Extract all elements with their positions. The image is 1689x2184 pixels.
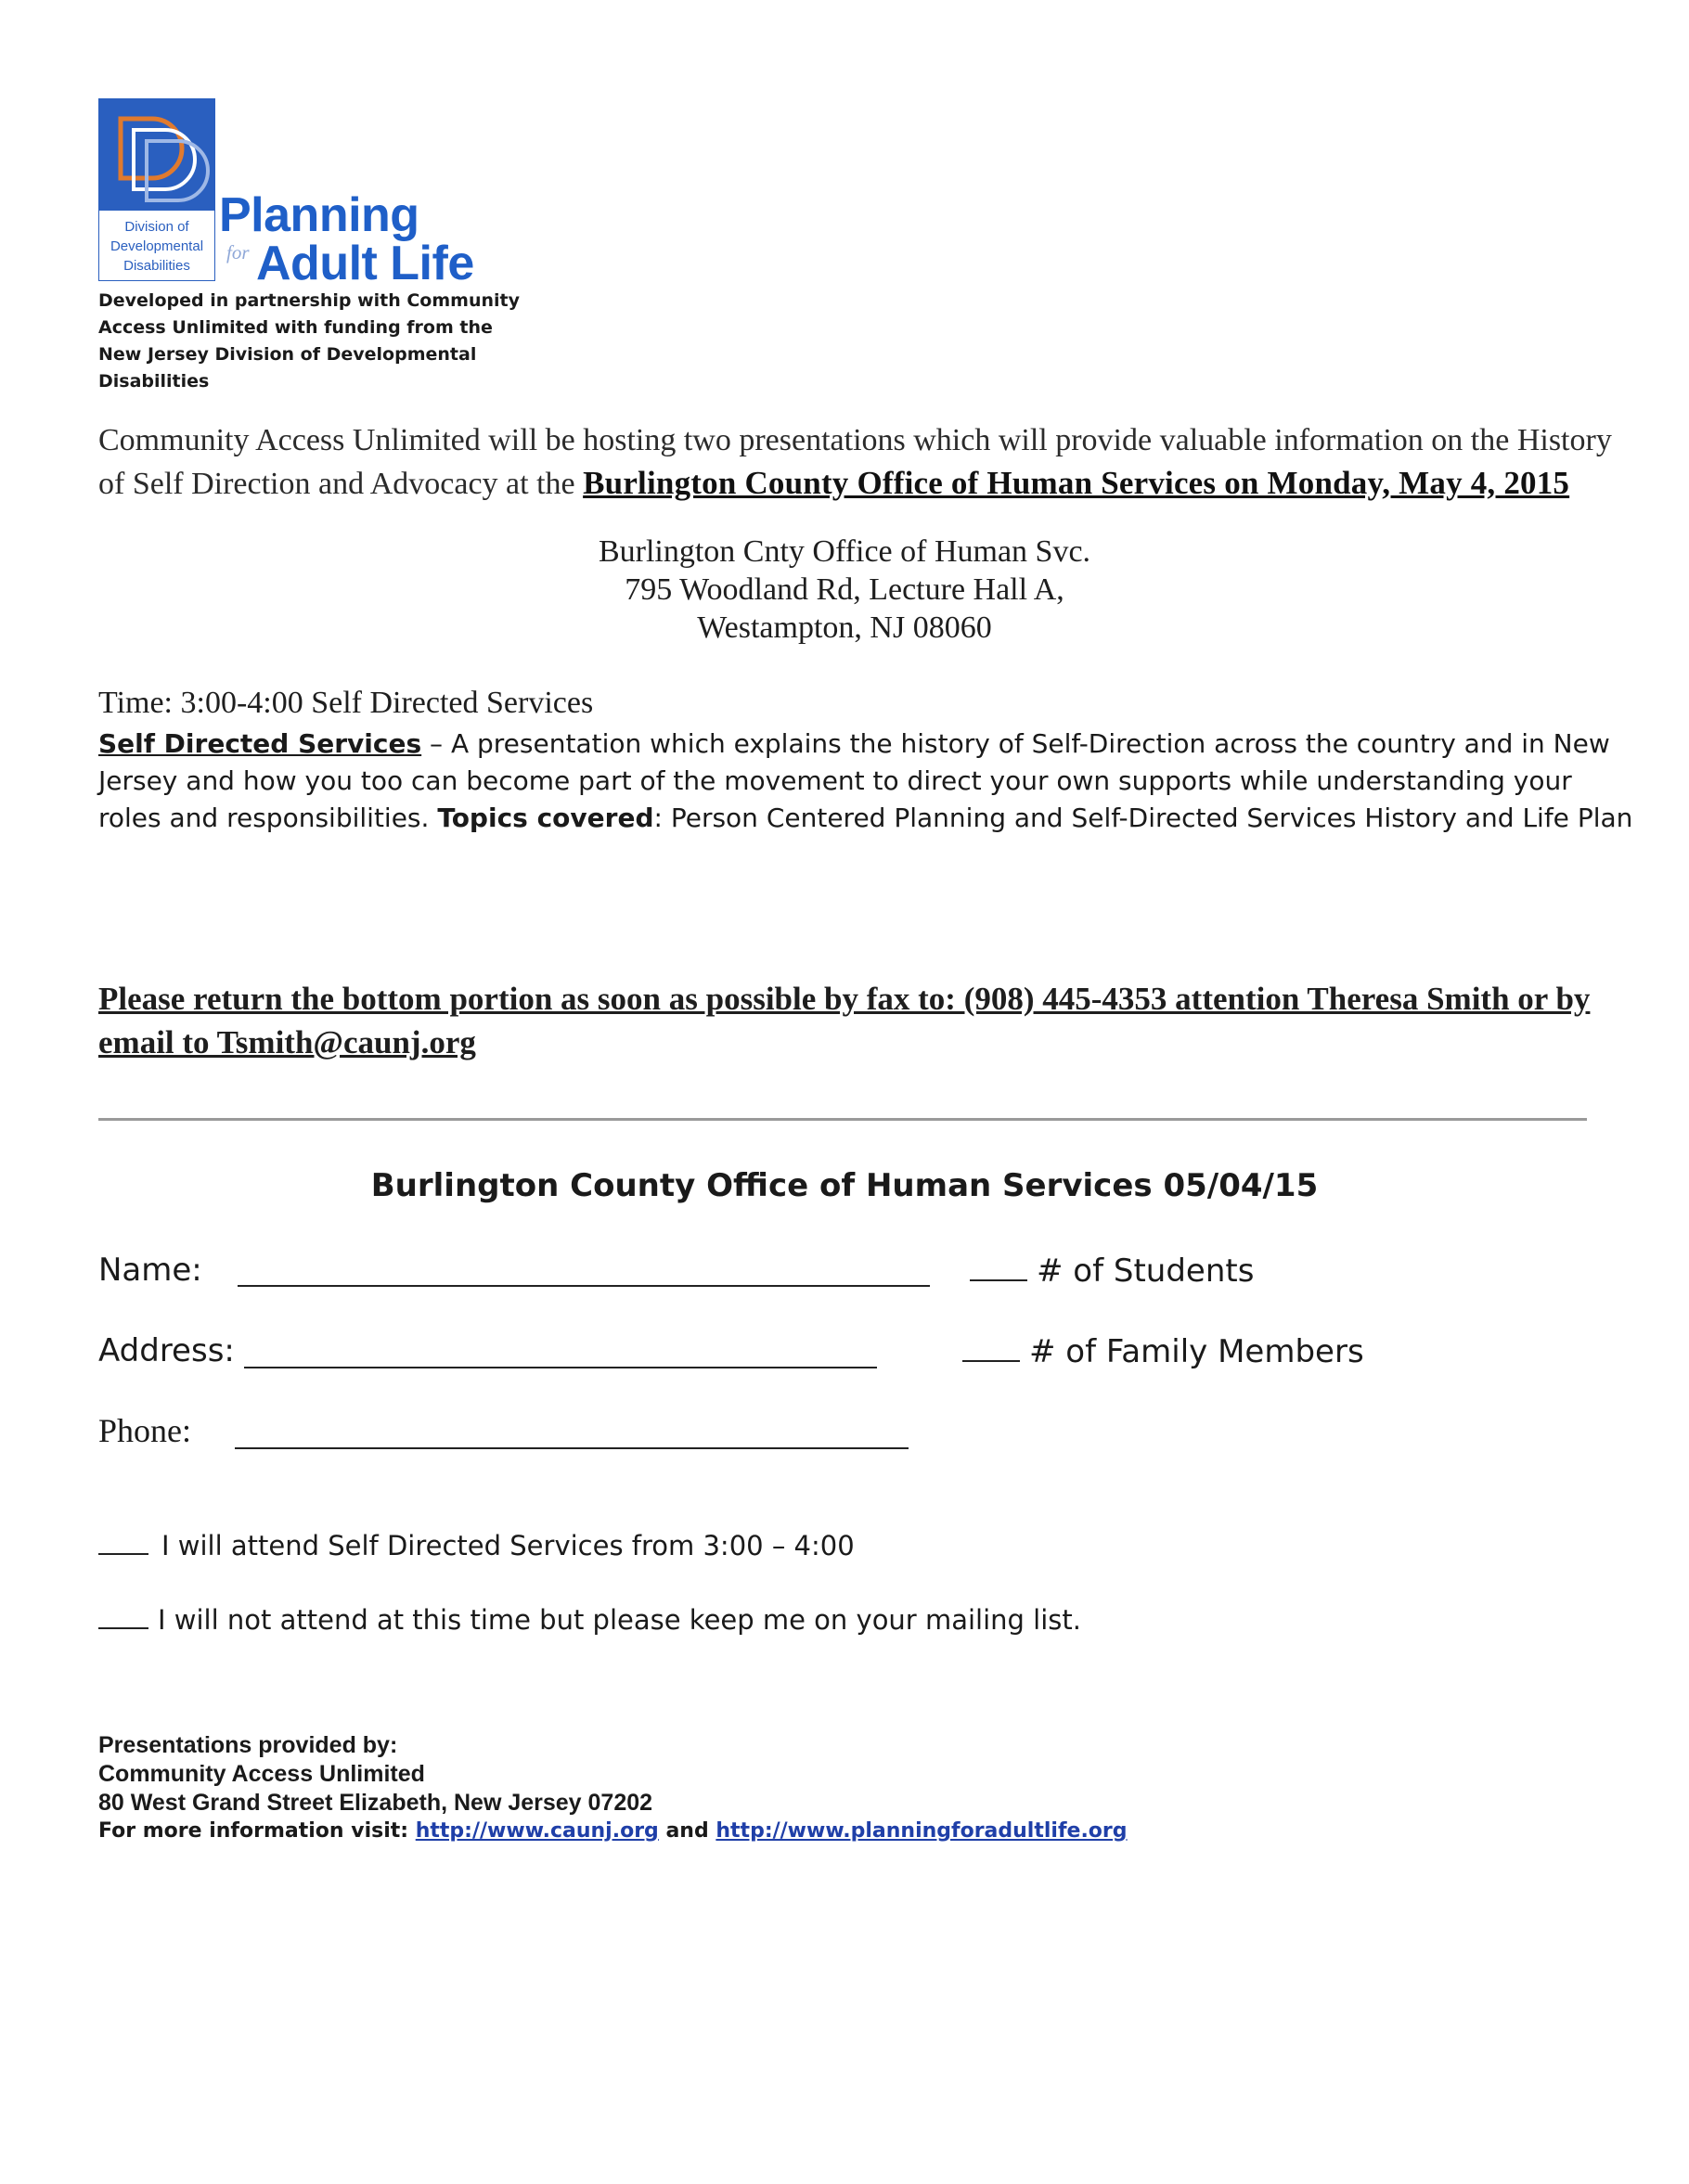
logo-title-adult-life: Adult Life bbox=[256, 237, 474, 290]
topics-label: Topics covered bbox=[437, 803, 654, 833]
intro-highlight: Burlington County Office of Human Services on Monday, May 4, 2015 bbox=[583, 465, 1570, 501]
divider bbox=[98, 1118, 1587, 1121]
session-title: Self Directed Services bbox=[98, 728, 422, 759]
name-label: Name: bbox=[98, 1252, 202, 1289]
planning-link[interactable]: http://www.planningforadultlife.org bbox=[716, 1819, 1128, 1843]
intro-paragraph bbox=[98, 419, 1620, 506]
attend-option[interactable] bbox=[98, 1527, 855, 1561]
return-instructions: Please return the bottom portion as soon as possible by fax to: (908) 445-4353 attention Theresa Smith or by email to Tsmith@caunj.org bbox=[98, 981, 1591, 1060]
intro-text: Community Access Unlimited will be hosting two presentations which will provide valuable information on the History of Self Direction and Advocacy at the bbox=[98, 423, 1612, 501]
not-attend-option[interactable] bbox=[98, 1601, 1081, 1636]
attend-option-label: I will attend Self Directed Services from 3:00 – 4:00 bbox=[161, 1530, 855, 1561]
time-heading: Time: 3:00-4:00 Self Directed Services bbox=[98, 686, 594, 720]
ddd-logo bbox=[98, 98, 215, 281]
footer-links bbox=[98, 1819, 1128, 1843]
ddd-logo-text: Division of Developmental Disabilities bbox=[110, 219, 204, 274]
venue-line-3: Westampton, NJ 08060 bbox=[697, 610, 992, 645]
topics-text: : Person Centered Planning and Self-Directed Services History and Life Plan bbox=[653, 803, 1633, 833]
footer-line-1: Presentations provided by: bbox=[98, 1732, 398, 1758]
footer-info bbox=[98, 1731, 652, 1818]
family-count-field[interactable] bbox=[962, 1332, 1364, 1370]
more-info-label: For more information visit: bbox=[98, 1819, 416, 1843]
logo-subtitle: Developed in partnership with Community Access Unlimited with funding from the New Jersey Division of Developmental Disabilities bbox=[98, 290, 520, 392]
family-blank[interactable] bbox=[962, 1332, 1020, 1362]
logo-title-for: for bbox=[226, 241, 250, 263]
caunj-link[interactable]: http://www.caunj.org bbox=[415, 1819, 659, 1843]
phone-label: Phone: bbox=[98, 1412, 192, 1449]
form-title: Burlington County Office of Human Services 05/04/15 bbox=[370, 1167, 1319, 1204]
venue-address bbox=[0, 533, 1689, 647]
not-attend-blank[interactable] bbox=[98, 1601, 148, 1629]
address-field[interactable] bbox=[244, 1367, 877, 1368]
address-label: Address: bbox=[98, 1332, 235, 1369]
logo-title-planning: Planning bbox=[219, 188, 419, 242]
phone-field[interactable] bbox=[235, 1447, 909, 1449]
family-label: # of Family Members bbox=[1029, 1333, 1364, 1370]
venue-line-2: 795 Woodland Rd, Lecture Hall A, bbox=[625, 572, 1064, 607]
students-blank[interactable] bbox=[970, 1252, 1027, 1281]
and-text: and bbox=[658, 1819, 716, 1843]
attend-blank[interactable] bbox=[98, 1527, 148, 1555]
footer-line-2: Community Access Unlimited bbox=[98, 1761, 425, 1787]
footer-line-3: 80 West Grand Street Elizabeth, New Jersey 07202 bbox=[98, 1790, 653, 1816]
students-count-field[interactable] bbox=[970, 1252, 1254, 1290]
students-label: # of Students bbox=[1037, 1253, 1255, 1290]
not-attend-option-label: I will not attend at this time but please keep me on your mailing list. bbox=[158, 1604, 1081, 1636]
name-field[interactable] bbox=[238, 1285, 930, 1287]
session-description-text: – A presentation which explains the history of Self-Direction across the country and in New Jersey and how you too can become part of the movement to direct your own supports while understanding your roles and responsibilities. bbox=[98, 728, 1610, 833]
session-description bbox=[98, 726, 1639, 837]
venue-line-1: Burlington Cnty Office of Human Svc. bbox=[598, 534, 1091, 569]
